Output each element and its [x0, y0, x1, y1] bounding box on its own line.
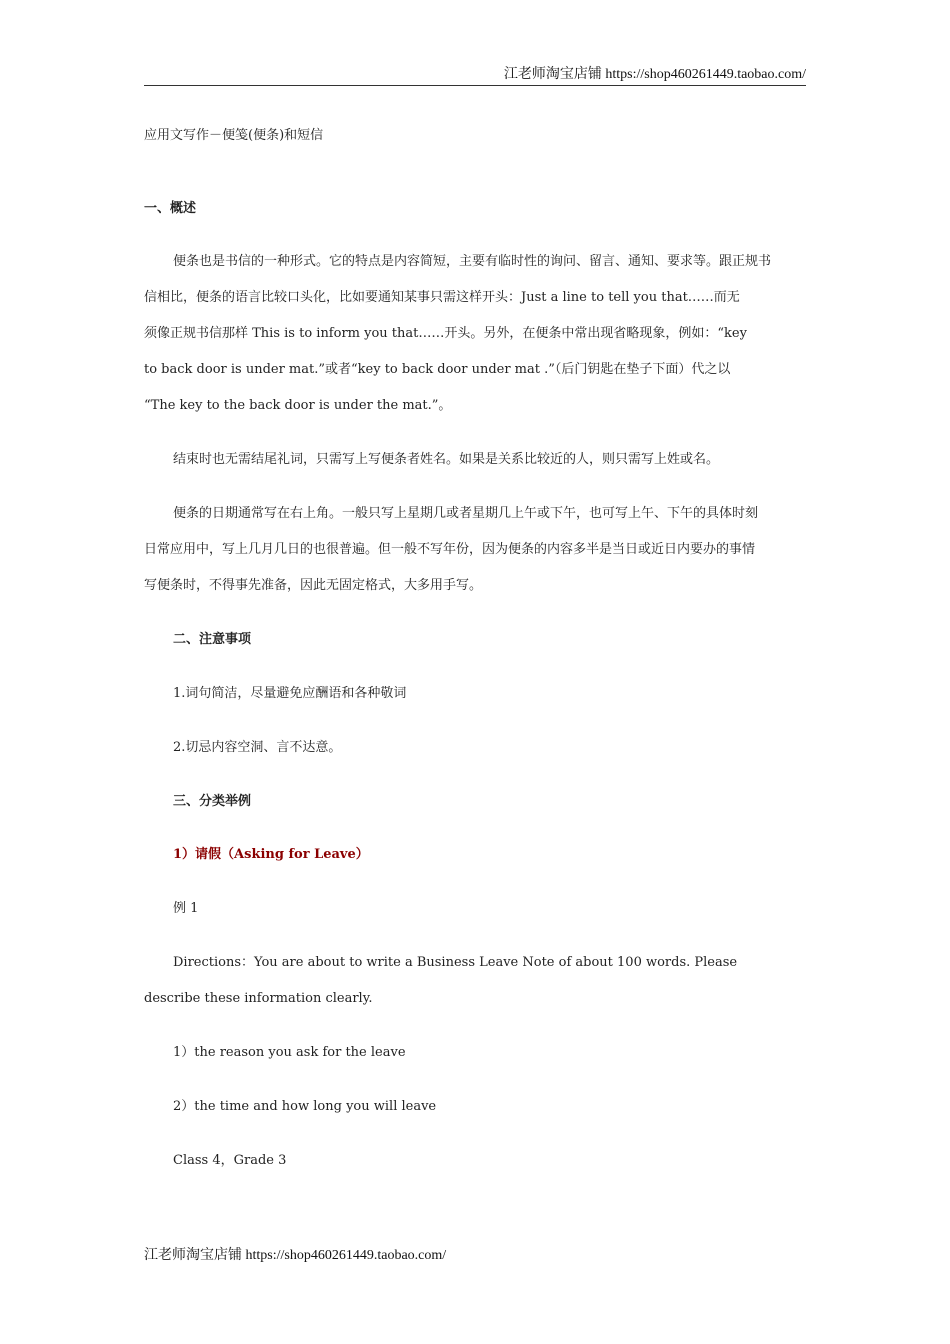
paragraph-line: 结束时也无需结尾礼词，只需写上写便条者姓名。如果是关系比较近的人，则只需写上姓或名。: [173, 452, 720, 467]
subheading-asking-for-leave: 1）请假（Asking for Leave）: [173, 847, 369, 862]
paragraph-line: to back door is under mat.”或者“key to back door under mat .”（后门钥匙在垫子下面）代之以: [144, 362, 731, 377]
paragraph-line: 便条的日期通常写在右上角。一般只写上星期几或者星期几上午或下午，也可写上午、下午的具体时刻: [173, 506, 759, 521]
page-header: 江老师淘宝店铺 https://shop460261449.taobao.com/: [503, 67, 806, 82]
list-item: 2）the time and how long you will leave: [173, 1099, 437, 1114]
page-footer: 江老师淘宝店铺 https://shop460261449.taobao.com/: [144, 1248, 447, 1263]
list-item: 2.切忌内容空洞、言不达意。: [173, 740, 342, 755]
paragraph-line: 便条也是书信的一种形式。它的特点是内容简短，主要有临时性的询问、留言、通知、要求等。跟正规书: [173, 254, 772, 269]
paragraph-line: “The key to the back door is under the mat.”。: [144, 398, 452, 413]
directions-line: describe these information clearly.: [144, 991, 373, 1006]
paragraph-line: 须像正规书信那样 This is to inform you that……开头。另外，在便条中常出现省略现象，例如：“key: [144, 326, 747, 341]
header-divider: [144, 85, 806, 86]
paragraph-line: 写便条时，不得事先准备，因此无固定格式，大多用手写。: [144, 578, 483, 593]
directions-line: Directions：You are about to write a Business Leave Note of about 100 words. Please: [173, 955, 738, 970]
paragraph-line: 日常应用中，写上几月几日的也很普遍。但一般不写年份，因为便条的内容多半是当日或近日内要办的事情: [144, 542, 756, 557]
section-heading-overview: 一、概述: [144, 201, 197, 216]
paragraph-line: 信相比，便条的语言比较口头化，比如要通知某事只需这样开头：Just a line to tell you that……而无: [144, 290, 740, 305]
section-heading-notes: 二、注意事项: [173, 632, 252, 647]
example-label: 例 1: [173, 901, 199, 916]
list-item: 1）the reason you ask for the leave: [173, 1045, 406, 1060]
list-item: 1.词句简洁，尽量避免应酬语和各种敬词: [173, 686, 407, 701]
document-title: 应用文写作－便笺(便条)和短信: [144, 128, 324, 143]
section-heading-examples: 三、分类举例: [173, 794, 252, 809]
class-line: Class 4，Grade 3: [173, 1153, 287, 1168]
